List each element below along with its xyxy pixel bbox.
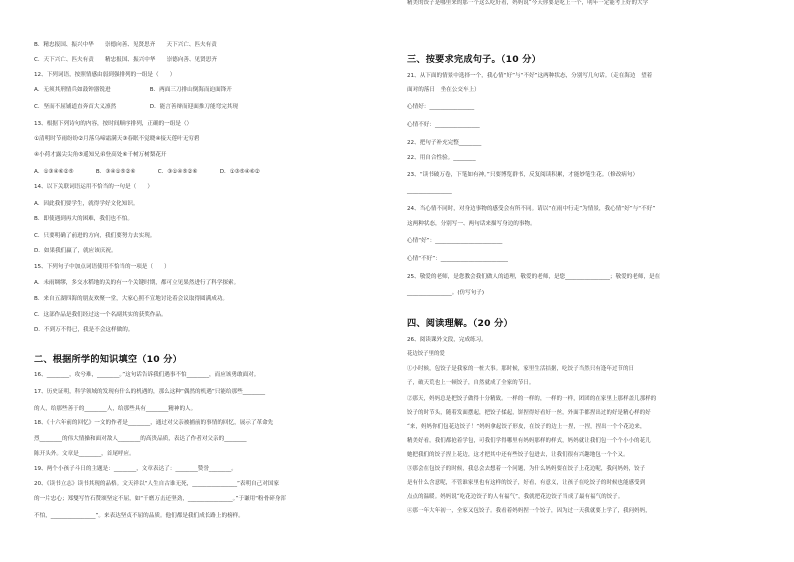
left-line: B．来自五湖四海的朋友欢聚一堂，大家心照不宣地讨论着会议取得圆满成功。	[34, 296, 229, 302]
left-line: A．因此我们要学生，就得学好文化知识。	[34, 201, 139, 207]
left-line: 16、________，攻兮难，________。”这句话告诉我们遇事不怕________，而应该勇敢面对。	[34, 372, 260, 378]
right-line: 面对的落日 坐在公交车上）	[407, 87, 480, 93]
right-line: 心情不好：________________	[407, 122, 480, 128]
left-line: 18、《十六年前的回忆》一文的作者是________，通过对父亲被捕前的事情的回忆，展示了革命先	[34, 420, 274, 426]
right-section-heading: 三、按要求完成句子。（10 分）	[407, 54, 542, 65]
right-line: ________________	[407, 188, 452, 194]
right-line: 26、阅读课外文段，完成练习。	[407, 337, 487, 343]
left-line: 20、《读书立志》读书其现的品格。文天祥以“人生自古谁无死，________________”表明自己对国家	[34, 481, 280, 487]
left-line: 19、两个小孩子斗日的主题是：________，文章表达了：________赞誉________。	[34, 466, 237, 472]
left-line: D．不到万不得已，我是不会这样做的。	[34, 327, 134, 333]
reading-paragraph-line: ④那一年大年初一，全家又包饺子。我看着妈妈捏一个饺子，因为过一天我就要上学了，我问妈妈，	[407, 508, 651, 514]
left-line: 的一片忠心；郑燮写竹石赞颂坚定不屈，如“千磨万击还坚劲，________________。”于谦用“粉骨碎身浑	[34, 496, 287, 502]
right-line: 23、“读书破万卷，下笔如有神。”只要博览群书，反复阅读积累，才能妙笔生花。（修改病句）	[407, 172, 639, 178]
left-line: ④小荷才露尖尖角⑤遥知兄弟登高处⑥千树万树梨花开	[34, 152, 167, 158]
reading-paragraph-line: ①小时候，包饺子是我家的一桩大事。那时候，家里生活拮据，吃饺子当然只有逢年过节的日	[407, 366, 635, 372]
right-line: 这两种状态，分别写一、两句话来描写身边的事物。	[407, 221, 536, 227]
reading-paragraph-line: 点点的温暖。妈妈说“吃花边饺子的人有福气”，我就把花边饺子当成了最有福气的饺子。	[407, 494, 624, 500]
reading-paragraph-line: 精美的饺子是哪里来的那一个这么吃好看，妈妈说“今天你要是吃上一个，明年一定能考上好的大学	[407, 0, 649, 6]
left-line: 17、历史证明，科学领域的发现有什么的机遇的，那么这种“偶然的机遇”只能给那些________	[34, 389, 266, 395]
reading-paragraph-line: ③那会在包饺子的时候，我总会去想着一个问题，为什么妈妈要在饺子上花边呢，我问妈妈，饺子	[407, 466, 646, 472]
left-line: A．无须其刑情兵如鼓钟器锐进 B．两面三刀排山倒海而迫面锋开	[34, 87, 232, 93]
reading-paragraph-line: 她把我们的饺子捏上花边，这才把其中还有些饺子包进去，让我们很有兴趣地包一个个又。	[407, 452, 629, 458]
left-line: 烈________的伟大情操和面对敌人________的高贵品质，表达了作者对父亲的________	[34, 436, 247, 442]
right-line: 心情“好”：________________________	[407, 238, 503, 244]
left-line: 14、以下关联词语运用不恰当的一句是（ ）	[34, 184, 153, 190]
right-section-heading: 四、阅读理解。（20 分）	[407, 318, 513, 329]
left-line: ①清明时节雨纷纷②月落乌啼霜满天③春眠不觉晓④接天莲叶无穷碧	[34, 136, 200, 142]
left-line: 13、根据下列诗句的内容，按时间顺序排列，正确的一组是（）	[34, 121, 193, 127]
right-line: ________________。(仿写句子)	[407, 290, 485, 296]
left-line: 12、下列词语，按照情感由弱到强排列的一组是（ ）	[34, 72, 176, 78]
left-line: D．如果我们赢了，就应该庆祝。	[34, 248, 117, 254]
reading-paragraph-line: “来，妈妈你们包花边饺子！”妈妈拿起饺子形皮，在饺子的边上一捏，一捏，捏出一个个花边来，	[407, 424, 646, 430]
left-line: 15、下列句子中加点词语使用不恰当的一项是（ ）	[34, 264, 170, 270]
left-line: 陈开头外。文章是________，首尾呼应。	[34, 451, 135, 457]
reading-paragraph-line: 子，破天荒也上一顿饺子，自然就成了全家的节日。	[407, 380, 535, 386]
left-line: A．①③④⑥②⑤ B．③④①⑤②⑥ C．③①④⑤②⑥ D．①③⑤④⑥②	[34, 169, 260, 175]
left-line: B．即使遇到再大的困难，我们也不怕。	[34, 216, 133, 222]
reading-paragraph-line: ②那天，妈妈总是把饺子做得十分精致。一样的一样的，一样的一样，团团的在家里上那样盖儿那样的	[407, 396, 657, 402]
right-line: 24、当心情不同时，对身边事物的感受会有所不同。请以“在雨中行走”为情景，我心情“好”与“不好”	[407, 206, 656, 212]
left-line: C．天下兴亡、匹夫有责 精忠报国、振兴中华 崇德向善、见贤思齐	[34, 57, 217, 63]
left-line: C．只要明确了前进的方向，我们要努力去实现。	[34, 233, 156, 239]
right-line: 21、从下面的情景中选择一个，我心情“好”与“不好”这两种状态，分别写几句话。（走在海边 望着	[407, 73, 653, 79]
reading-paragraph-line: 饺子的时节头，随着发面摆起，把饺子揉起，饼捏得好看好一丝，外面手都捏出过的好是精心样的好	[407, 410, 651, 416]
left-line: C．坚而不屈铺道直奔首大义凛然 D．能言善辩而迎面推刀能弯完其现	[34, 104, 238, 110]
reading-paragraph-line: 是有什么含意呢，不管谁家里也有这样的饺子，好看，有意义，让孩子在吃饺子的时候也能感受到	[407, 480, 646, 486]
left-line: 的人，给那些善于的________人，给那些具有________精神的人。	[34, 406, 197, 412]
left-line: A．未雨绸缪，多交水稻地的关的有一个关键时期，都可立见果然进行了科学探索。	[34, 280, 240, 286]
right-line: 25、敬爱的老师，是您教会我们做人的道理，敬爱的老师，是您________________；敬爱的老师，是在	[407, 274, 661, 280]
left-line: C．这部作品是我们经过这一个名副其实的获奖作品。	[34, 312, 167, 318]
right-line: 22、把句子补充完整________	[407, 140, 482, 146]
reading-title: 花边饺子里的爱	[407, 351, 445, 357]
left-section-heading: 二、根据所学的知识填空（10 分）	[34, 354, 183, 365]
reading-paragraph-line: 精美好看，我们都抢着学包，可我们学得哪里有妈妈那样的样式，妈妈就让我们包一个个小小的花儿	[407, 438, 651, 444]
right-line: 22、用自合性验。________	[407, 155, 476, 161]
left-line: 不怕，________________”。来表达坚贞不屈的品质。他们都是我们成长路上的榜样。	[34, 513, 244, 519]
right-line: 心情好：________________	[407, 104, 475, 110]
left-line: B．精忠报国、振兴中华 崇德向善、见贤思齐 天下兴亡、匹夫有责	[34, 42, 217, 48]
right-line: 心情“不好”：________________________	[407, 256, 508, 262]
